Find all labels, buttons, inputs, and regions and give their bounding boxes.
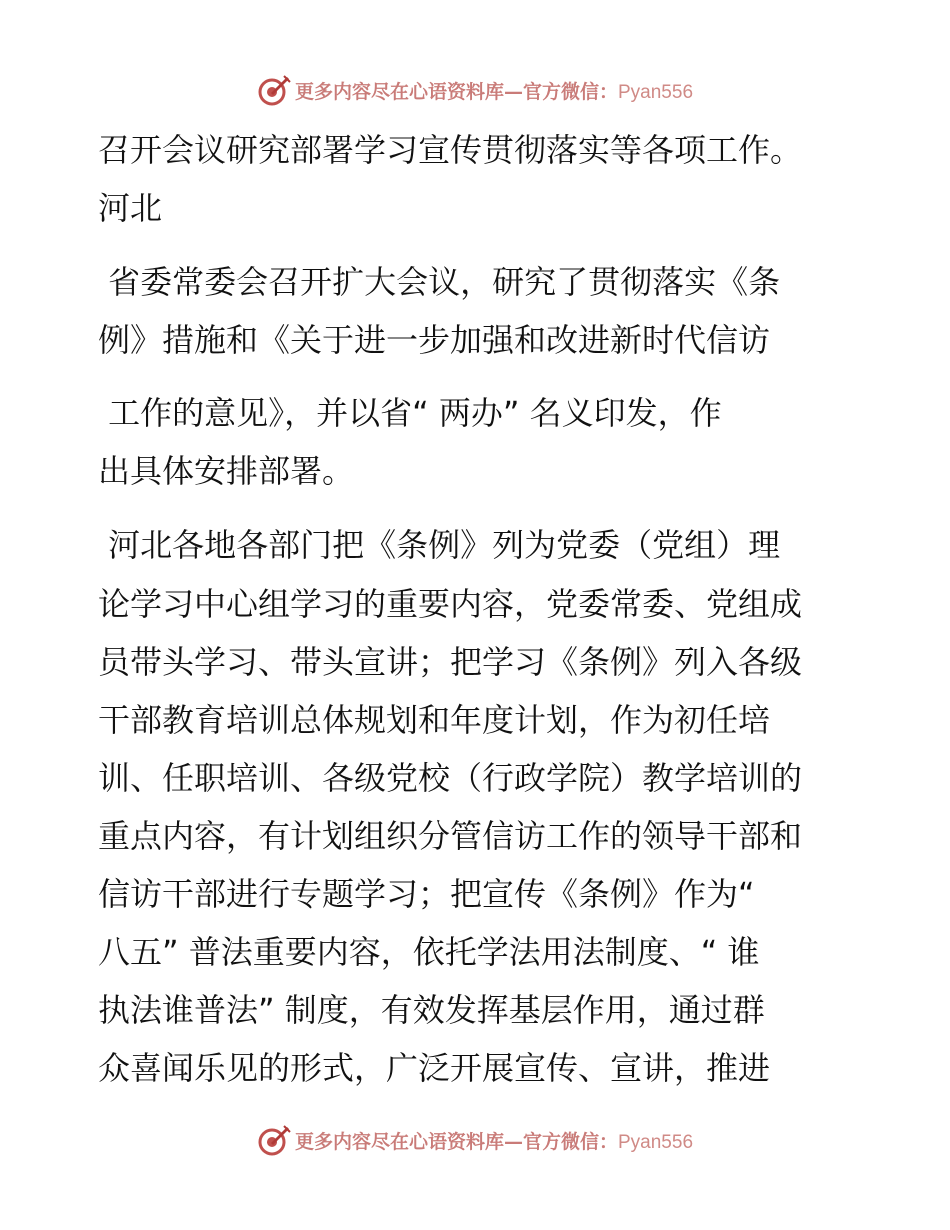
- body-line: 河北各地各部门把《条例》列为党委（党组）理: [98, 526, 781, 564]
- pen-logo-icon: [257, 1123, 291, 1157]
- body-line: 重点内容，有计划组织分管信访工作的领导干部和: [98, 817, 803, 855]
- watermark-text: 更多内容尽在心语资料库—官方微信：Pyan556: [294, 80, 694, 103]
- body-line: 召开会议研究部署学习宣传贯彻落实等各项工作。: [98, 131, 803, 169]
- body-line: 员带头学习、带头宣讲；把学习《条例》列入各级: [98, 643, 803, 681]
- body-line: 例》措施和《关于进一步加强和改进新时代信访: [98, 321, 771, 359]
- pen-logo-icon: [257, 73, 291, 107]
- body-line: 众喜闻乐见的形式，广泛开展宣传、宣讲，推进: [98, 1049, 771, 1087]
- header-watermark: [0, 70, 950, 110]
- watermark-text: 更多内容尽在心语资料库—官方微信：Pyan556: [294, 1130, 694, 1153]
- body-line: 干部教育培训总体规划和年度计划，作为初任培: [98, 701, 771, 739]
- body-line: 省委常委会召开扩大会议，研究了贯彻落实《条: [98, 263, 781, 301]
- body-line: 八五” 普法重要内容，依托学法用法制度、“ 谁: [98, 933, 760, 971]
- footer-watermark: [0, 1120, 950, 1160]
- body-line: 河北: [98, 189, 163, 227]
- body-line: 训、任职培训、各级党校（行政学院）教学培训的: [98, 759, 803, 797]
- body-line: 出具体安排部署。: [98, 452, 355, 490]
- body-line: 执法谁普法” 制度，有效发挥基层作用，通过群: [98, 991, 765, 1029]
- body-line: 论学习中心组学习的重要内容，党委常委、党组成: [98, 585, 803, 623]
- body-line: 信访干部进行专题学习；把宣传《条例》作为“: [98, 875, 755, 913]
- body-line: 工作的意见》，并以省“ 两办” 名义印发，作: [98, 394, 722, 432]
